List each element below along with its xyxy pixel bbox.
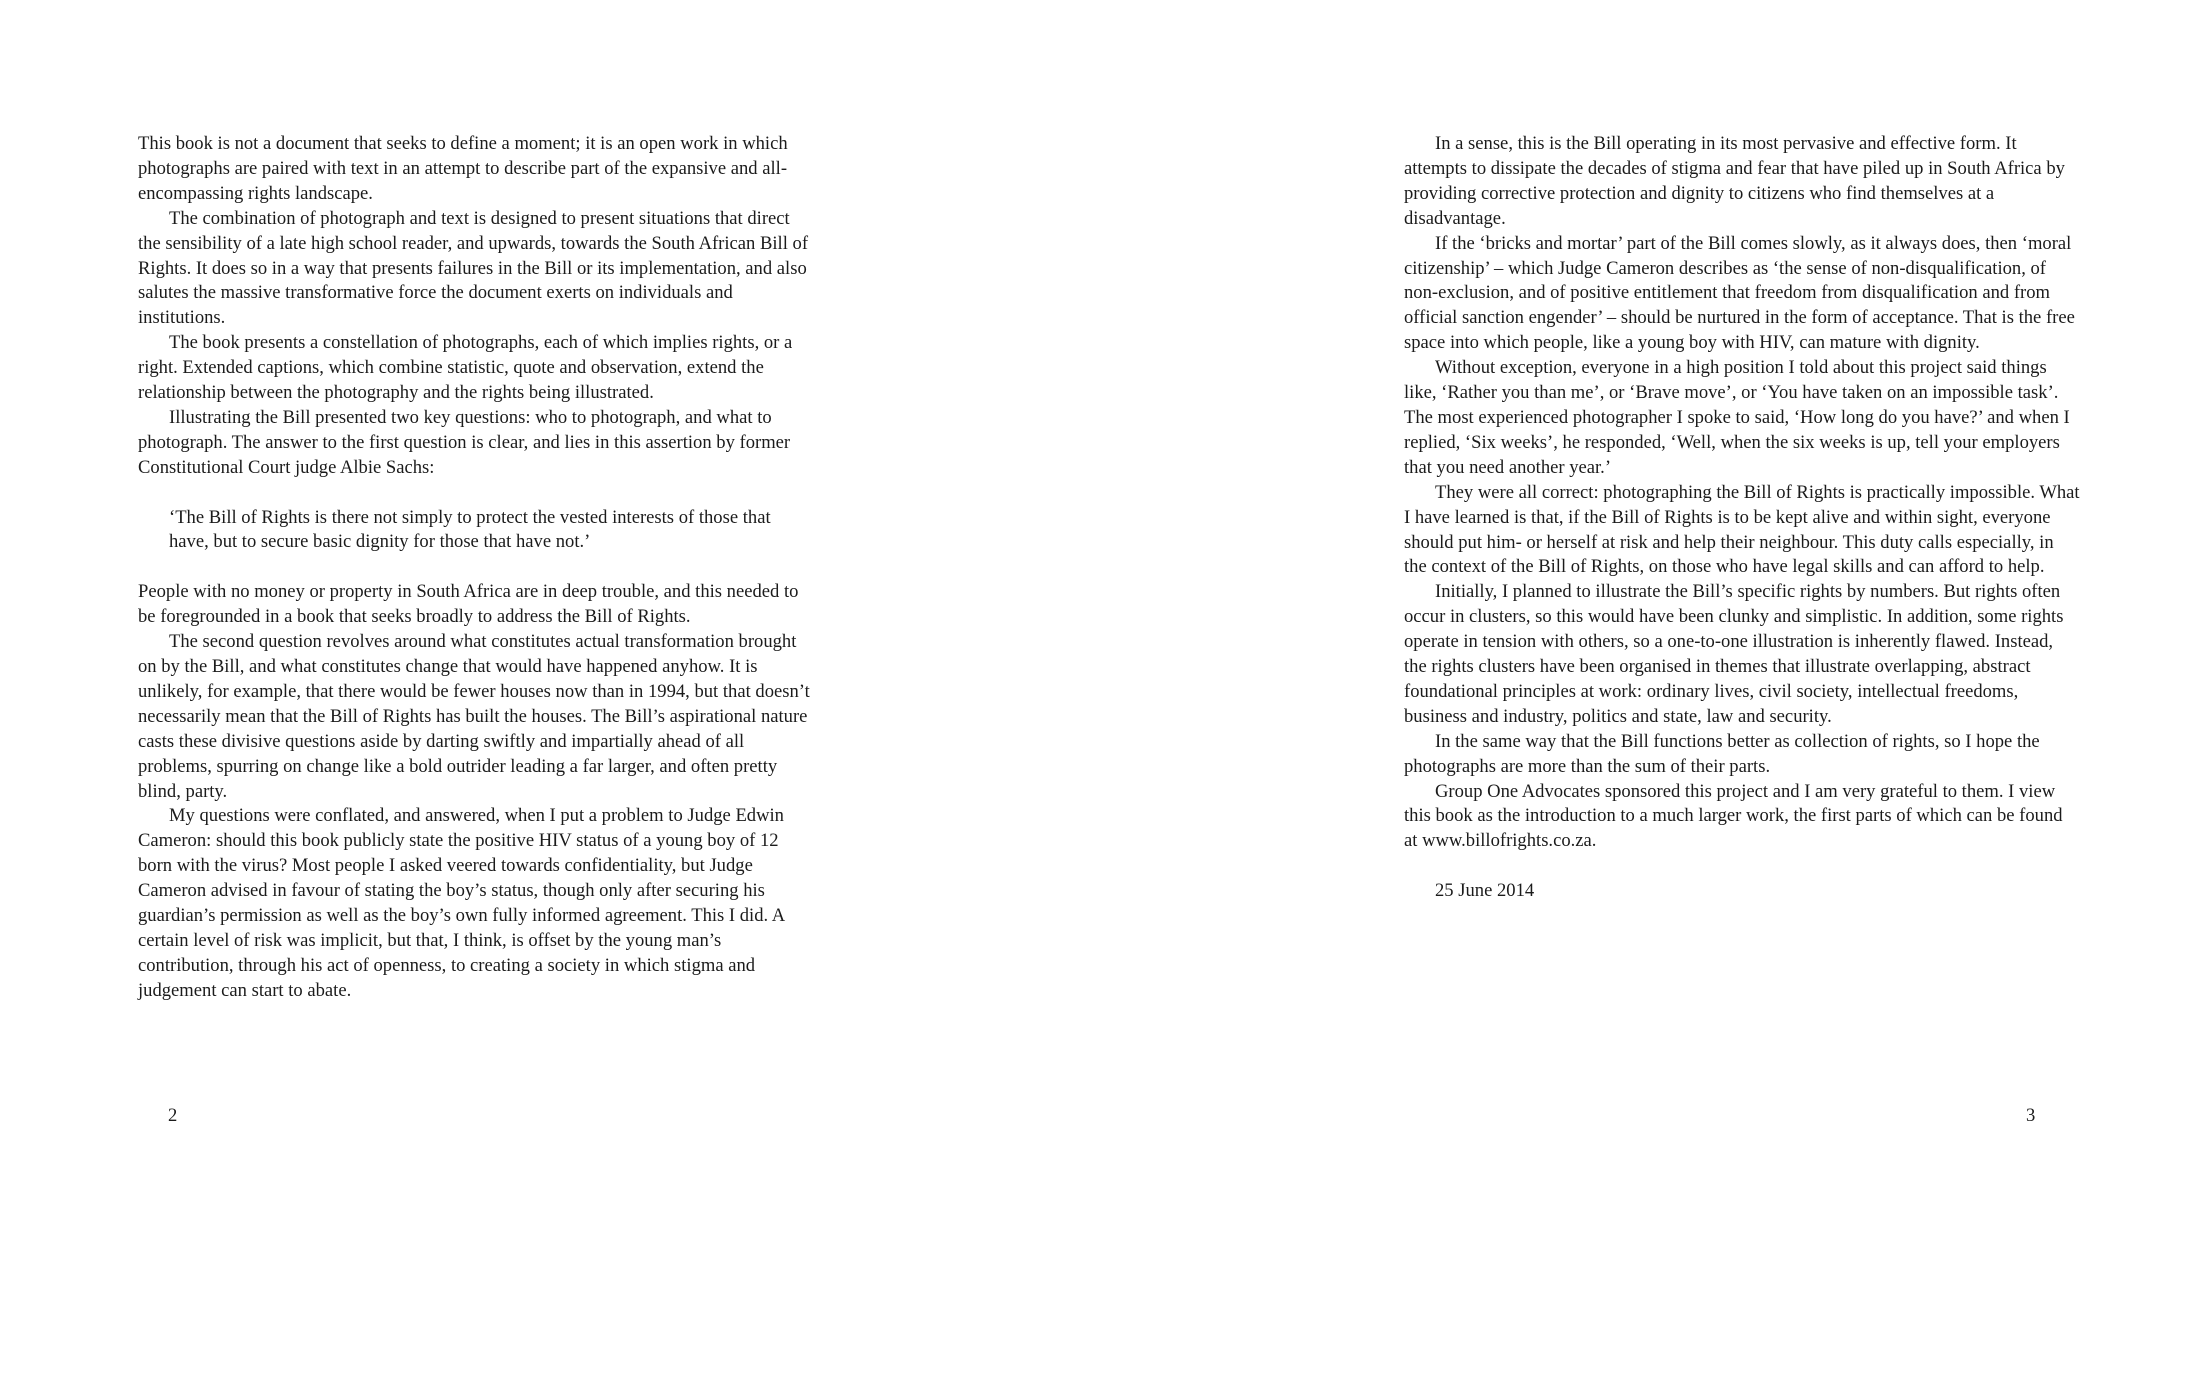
- body-paragraph: Group One Advocates sponsored this project and I am very grateful to them. I view this book as the introduction to a much larger work, the first parts of which can be found at www.billofrights.co.za.: [1404, 780, 2063, 852]
- body-paragraph: The combination of photograph and text is designed to present situations that direct the sensibility of a late high school reader, and upwards, towards the South African Bill of Rights. It does so in a way that presents failures in the Bill or its implementation, and also salutes the massive transformative force the document exerts on individuals and institutions.: [138, 207, 809, 329]
- body-paragraph: In a sense, this is the Bill operating in its most pervasive and effective form. It attempts to dissipate the decades of stigma and fear that have piled up in South Africa by providing corrective protection and dignity to citizens who find themselves at a disadvantage.: [1404, 133, 2065, 229]
- body-paragraph: They were all correct: photographing the Bill of Rights is practically impossible. What I have learned is that, if the Bill of Rights is to be kept alive and within sight, everyone should put him- or herself at risk and help their neighbour. This duty calls especially, in the context of the Bill of Rights, on those who have legal skills and can afford to help.: [1404, 481, 2080, 578]
- body-paragraph: In the same way that the Bill functions better as collection of rights, so I hope the photographs are more than the sum of their parts.: [1404, 730, 2040, 777]
- block-quote: [169, 506, 814, 556]
- body-paragraph: This book is not a document that seeks to define a moment; it is an open work in which photographs are paired with text in an attempt to describe part of the expansive and all-encompassing rights landscape.: [138, 133, 788, 204]
- body-paragraph: People with no money or property in South Africa are in deep trouble, and this needed to be foregrounded in a book that seeks broadly to address the Bill of Rights.: [138, 581, 799, 628]
- page-number: 2: [168, 1105, 178, 1126]
- left-page-text: [138, 132, 814, 1004]
- body-paragraph: The second question revolves around what constitutes actual transformation brought on by the Bill, and what constitutes change that would have happened anyhow. It is unlikely, for example, that there would be fewer houses now than in 1994, but that doesn’t necessarily mean that the Bill of Rights has built the houses. The Bill’s aspirational nature casts these divisive questions aside by darting swiftly and impartially ahead of all problems, spurring on change like a bold outrider leading a far larger, and often pretty blind, party.: [138, 631, 810, 802]
- body-paragraph: The book presents a constellation of photographs, each of which implies rights, or a right. Extended captions, which combine statistic, quote and observation, extend the relationship between the photography and the rights being illustrated.: [138, 332, 793, 404]
- right-page: [1100, 0, 2200, 1376]
- page-number: 3: [2026, 1105, 2036, 1126]
- body-paragraph: Without exception, everyone in a high position I told about this project said things like, ‘Rather you than me’, or ‘Brave move’, or ‘You have taken on an impossible task’. The most experienced photographer I spoke to said, ‘How long do you have?’ and when I replied, ‘Six weeks’, he responded, ‘Well, when the six weeks is up, tell your employers that you need another year.’: [1404, 357, 2070, 478]
- date-line: 25 June 2014: [1435, 880, 1535, 902]
- quote-text: ‘The Bill of Rights is there not simply to protect the vested interests of those that have, but to secure basic dignity for those that have not.’: [169, 506, 771, 553]
- body-paragraph: Initially, I planned to illustrate the Bill’s specific rights by numbers. But rights often occur in clusters, so this would have been clunky and simplistic. In addition, some rights operate in tension with others, so a one-to-one illustration is inherently flawed. Instead, the rights clusters have been organised in themes that illustrate overlapping, abstract foundational principles at work: ordinary lives, civil society, intellectual freedoms, business and industry, politics and state, law and security.: [1404, 581, 2064, 727]
- body-paragraph: My questions were conflated, and answered, when I put a problem to Judge Edwin Cameron: should this book publicly state the positive HIV status of a young boy of 12 born with the virus? Most people I asked veered towards confidentiality, but Judge Cameron advised in favour of stating the boy’s status, though only after securing his guardian’s permission as well as the boy’s own fully informed agreement. This I did. A certain level of risk was implicit, but that, I think, is offset by the young man’s contribution, through his act of openness, to creating a society in which stigma and judgement can start to abate.: [138, 805, 785, 1001]
- body-paragraph: Illustrating the Bill presented two key questions: who to photograph, and what to photograph. The answer to the first question is clear, and lies in this assertion by former Constitutional Court judge Albie Sachs:: [138, 406, 791, 478]
- body-paragraph: If the ‘bricks and mortar’ part of the Bill comes slowly, as it always does, then ‘moral citizenship’ – which Judge Cameron describes as ‘the sense of non-disqualification, of non-exclusion, and of positive entitlement that freedom from disqualification and from official sanction engender’ – should be nurtured in the form of acceptance. That is the free space into which people, like a young boy with HIV, can mature with dignity.: [1404, 232, 2075, 354]
- right-page-text: [1404, 132, 2080, 904]
